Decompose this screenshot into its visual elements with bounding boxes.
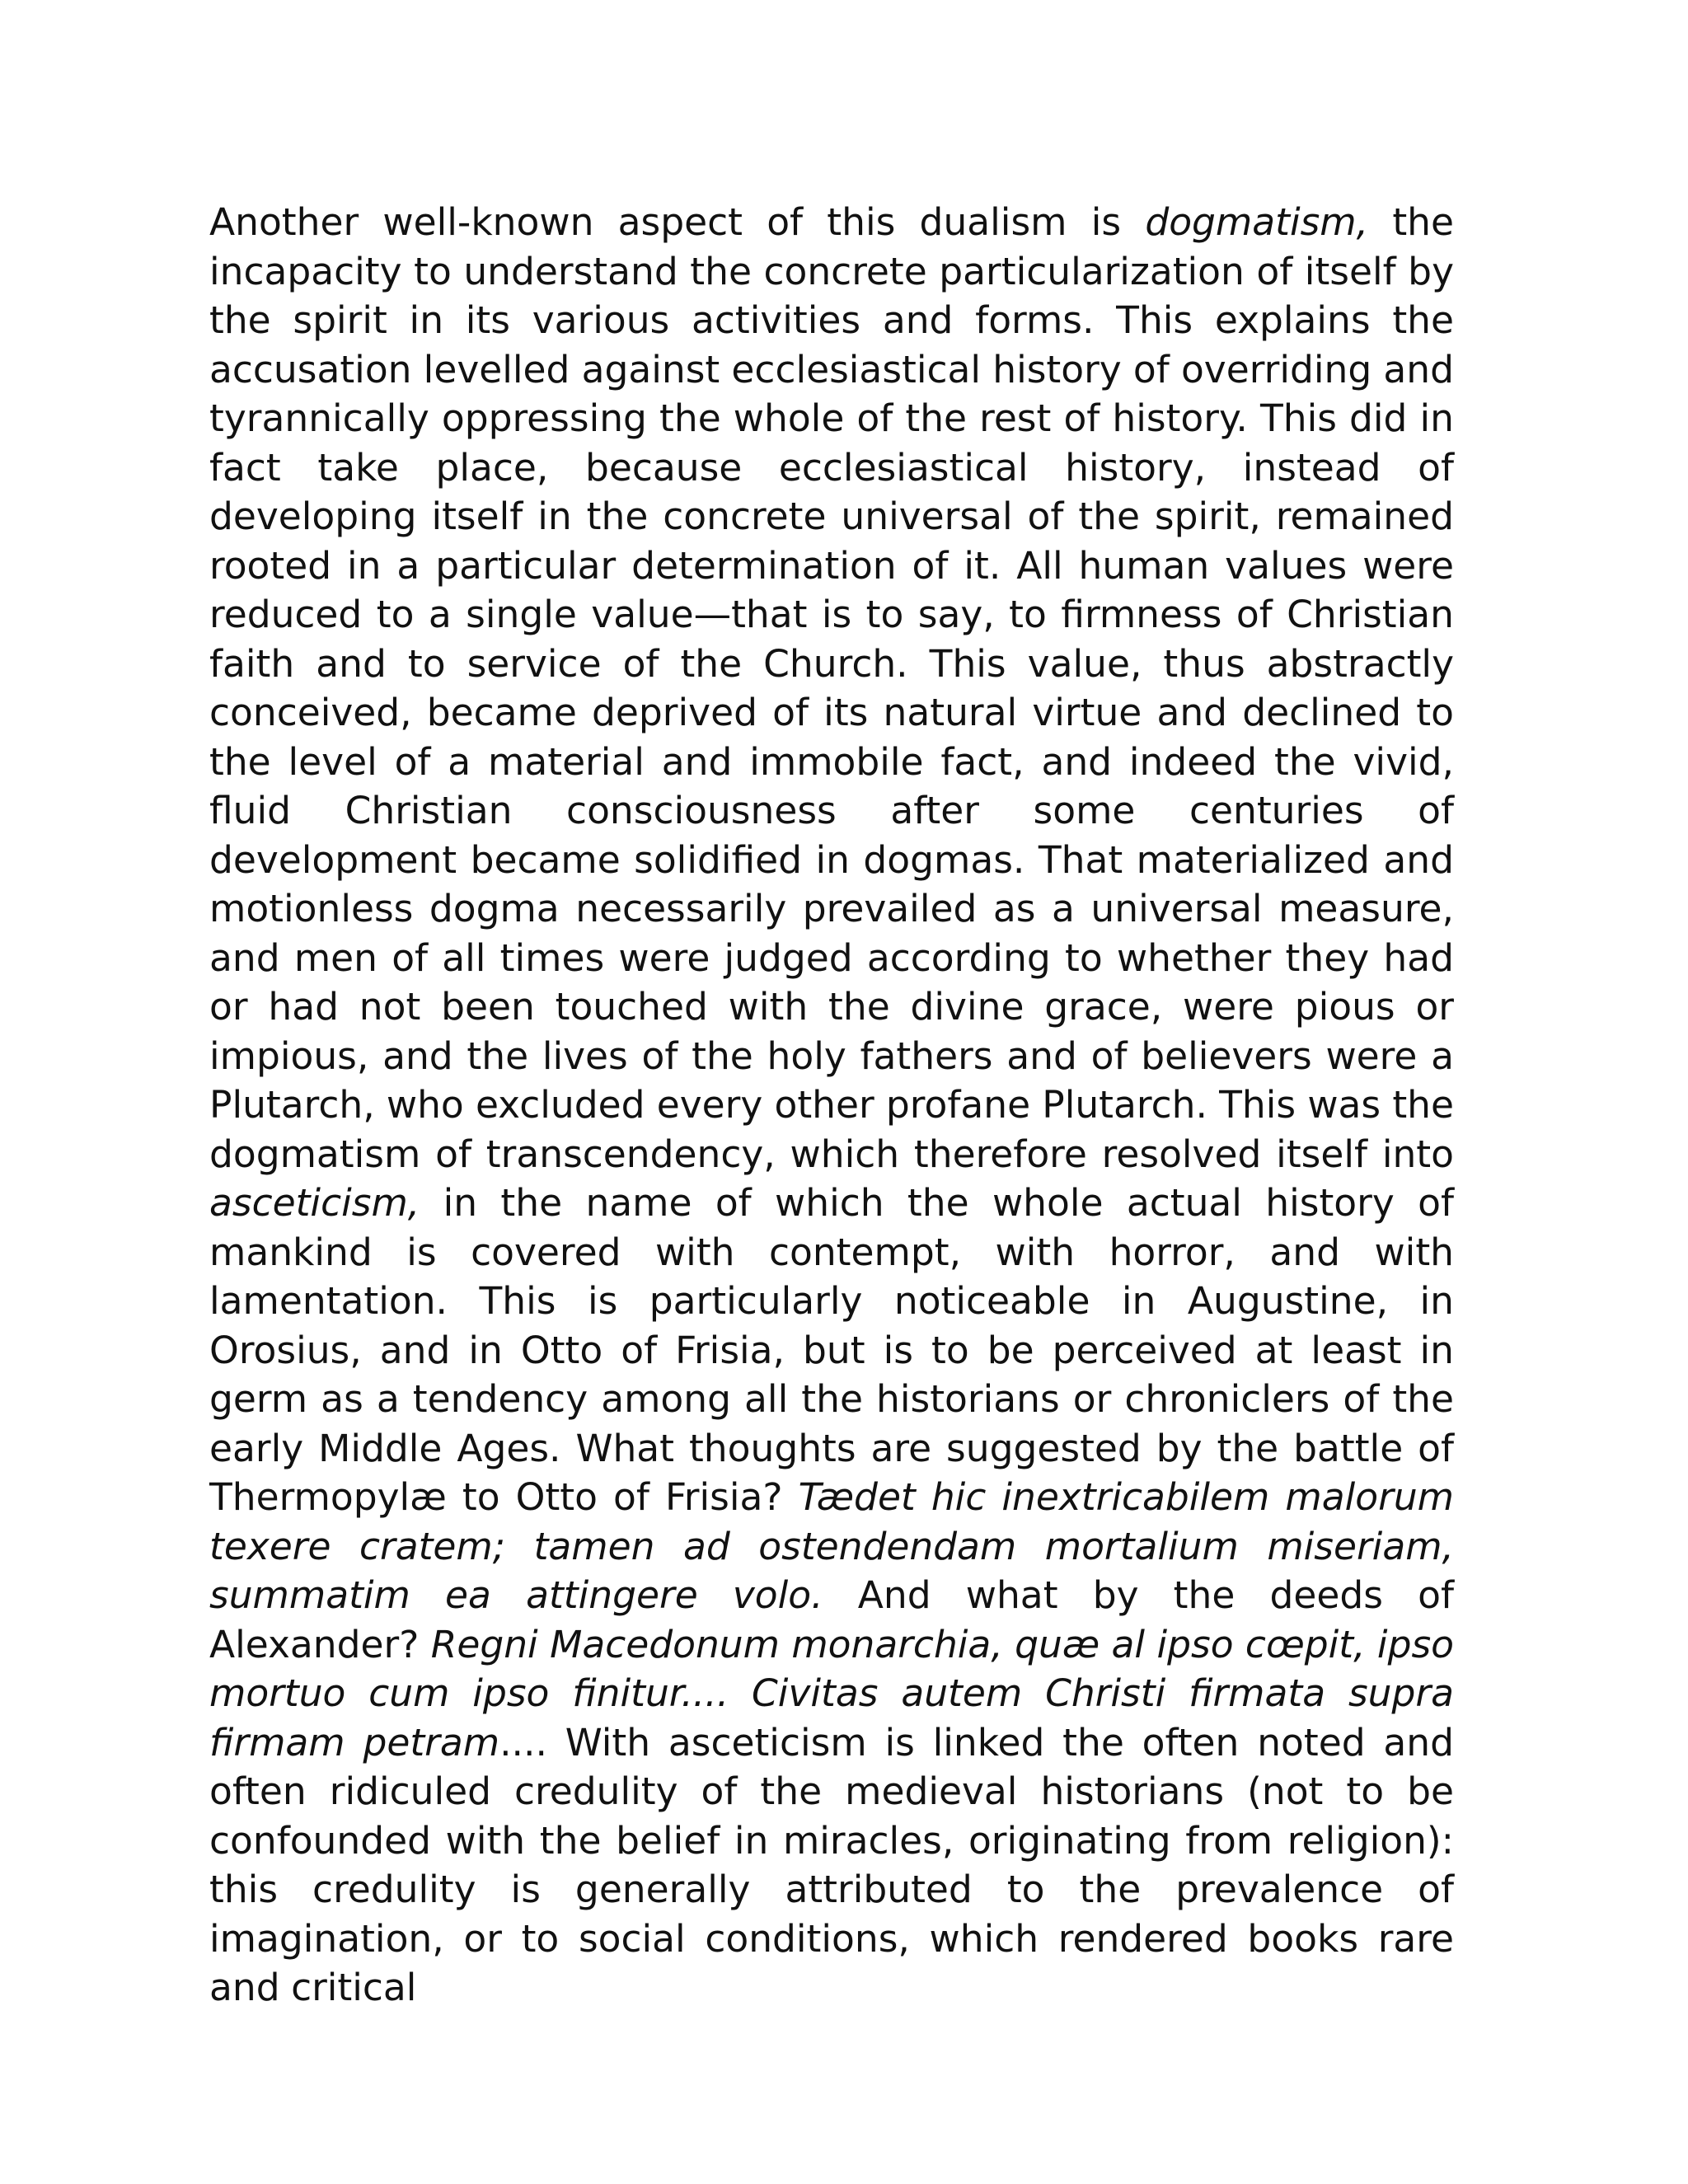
text-run: .... With asceticism is linked the often noted and often ridiculed credulity of the medieval historians (not to be confounded with the belief in miracles, originating from religion): this credulity is generally attributed to the prevalence of imagination, or to social conditions, which rendered books rare and critical bbox=[209, 1720, 1454, 2009]
body-paragraph bbox=[209, 198, 1454, 2013]
text-run: Another well-known aspect of this dualism is bbox=[209, 200, 1146, 244]
latin-quotation: Tædet hic inextricabilem malorum texere cratem; tamen ad ostendendam mortalium miseriam, summatim ea attingere volo. bbox=[209, 1475, 1454, 1617]
text-run: in the name of which the whole actual history of mankind is covered with contempt, with horror, and with lamentation. This is particularly noticeable in Augustine, in Orosius, and in Otto of Frisia, but is to be perceived at least in germ as a tendency among all the historians or chroniclers of the early Middle Ages. What thoughts are suggested by the battle of Thermopylæ to Otto of Frisia? bbox=[209, 1181, 1454, 1519]
italic-term-asceticism: asceticism, bbox=[209, 1181, 420, 1225]
italic-term-dogmatism: dogmatism, bbox=[1145, 200, 1369, 244]
latin-quotation: Regni Macedonum monarchia, quæ al ipso cœpit, ipso mortuo cum ipso finitur.... Civitas autem Christi firmata supra firmam petram bbox=[209, 1622, 1454, 1765]
text-run: And what by the deeds of Alexander? bbox=[209, 1573, 1454, 1666]
text-run: the incapacity to understand the concrete particularization of itself by the spirit in its various activities and forms. This explains the accusation levelled against ecclesiastical history of overriding and tyrannically oppressing the whole of the rest of history. This did in fact take place, because ecclesiastical history, instead of developing itself in the concrete universal of the spirit, remained rooted in a particular determination of it. All human values were reduced to a single value—that is to say, to firmness of Christian faith and to service of the Church. This value, thus abstractly conceived, became deprived of its natural virtue and declined to the level of a material and immobile fact, and indeed the vivid, fluid Christian consciousness after some centuries of development became solidified in dogmas. That materialized and motionless dogma necessarily prevailed as a universal measure, and men of all times were judged according to whether they had or had not been touched with the divine grace, were pious or impious, and the lives of the holy fathers and of believers were a Plutarch, who excluded every other profane Plutarch. This was the dogmatism of transcendency, which therefore resolved itself into bbox=[209, 200, 1455, 1176]
